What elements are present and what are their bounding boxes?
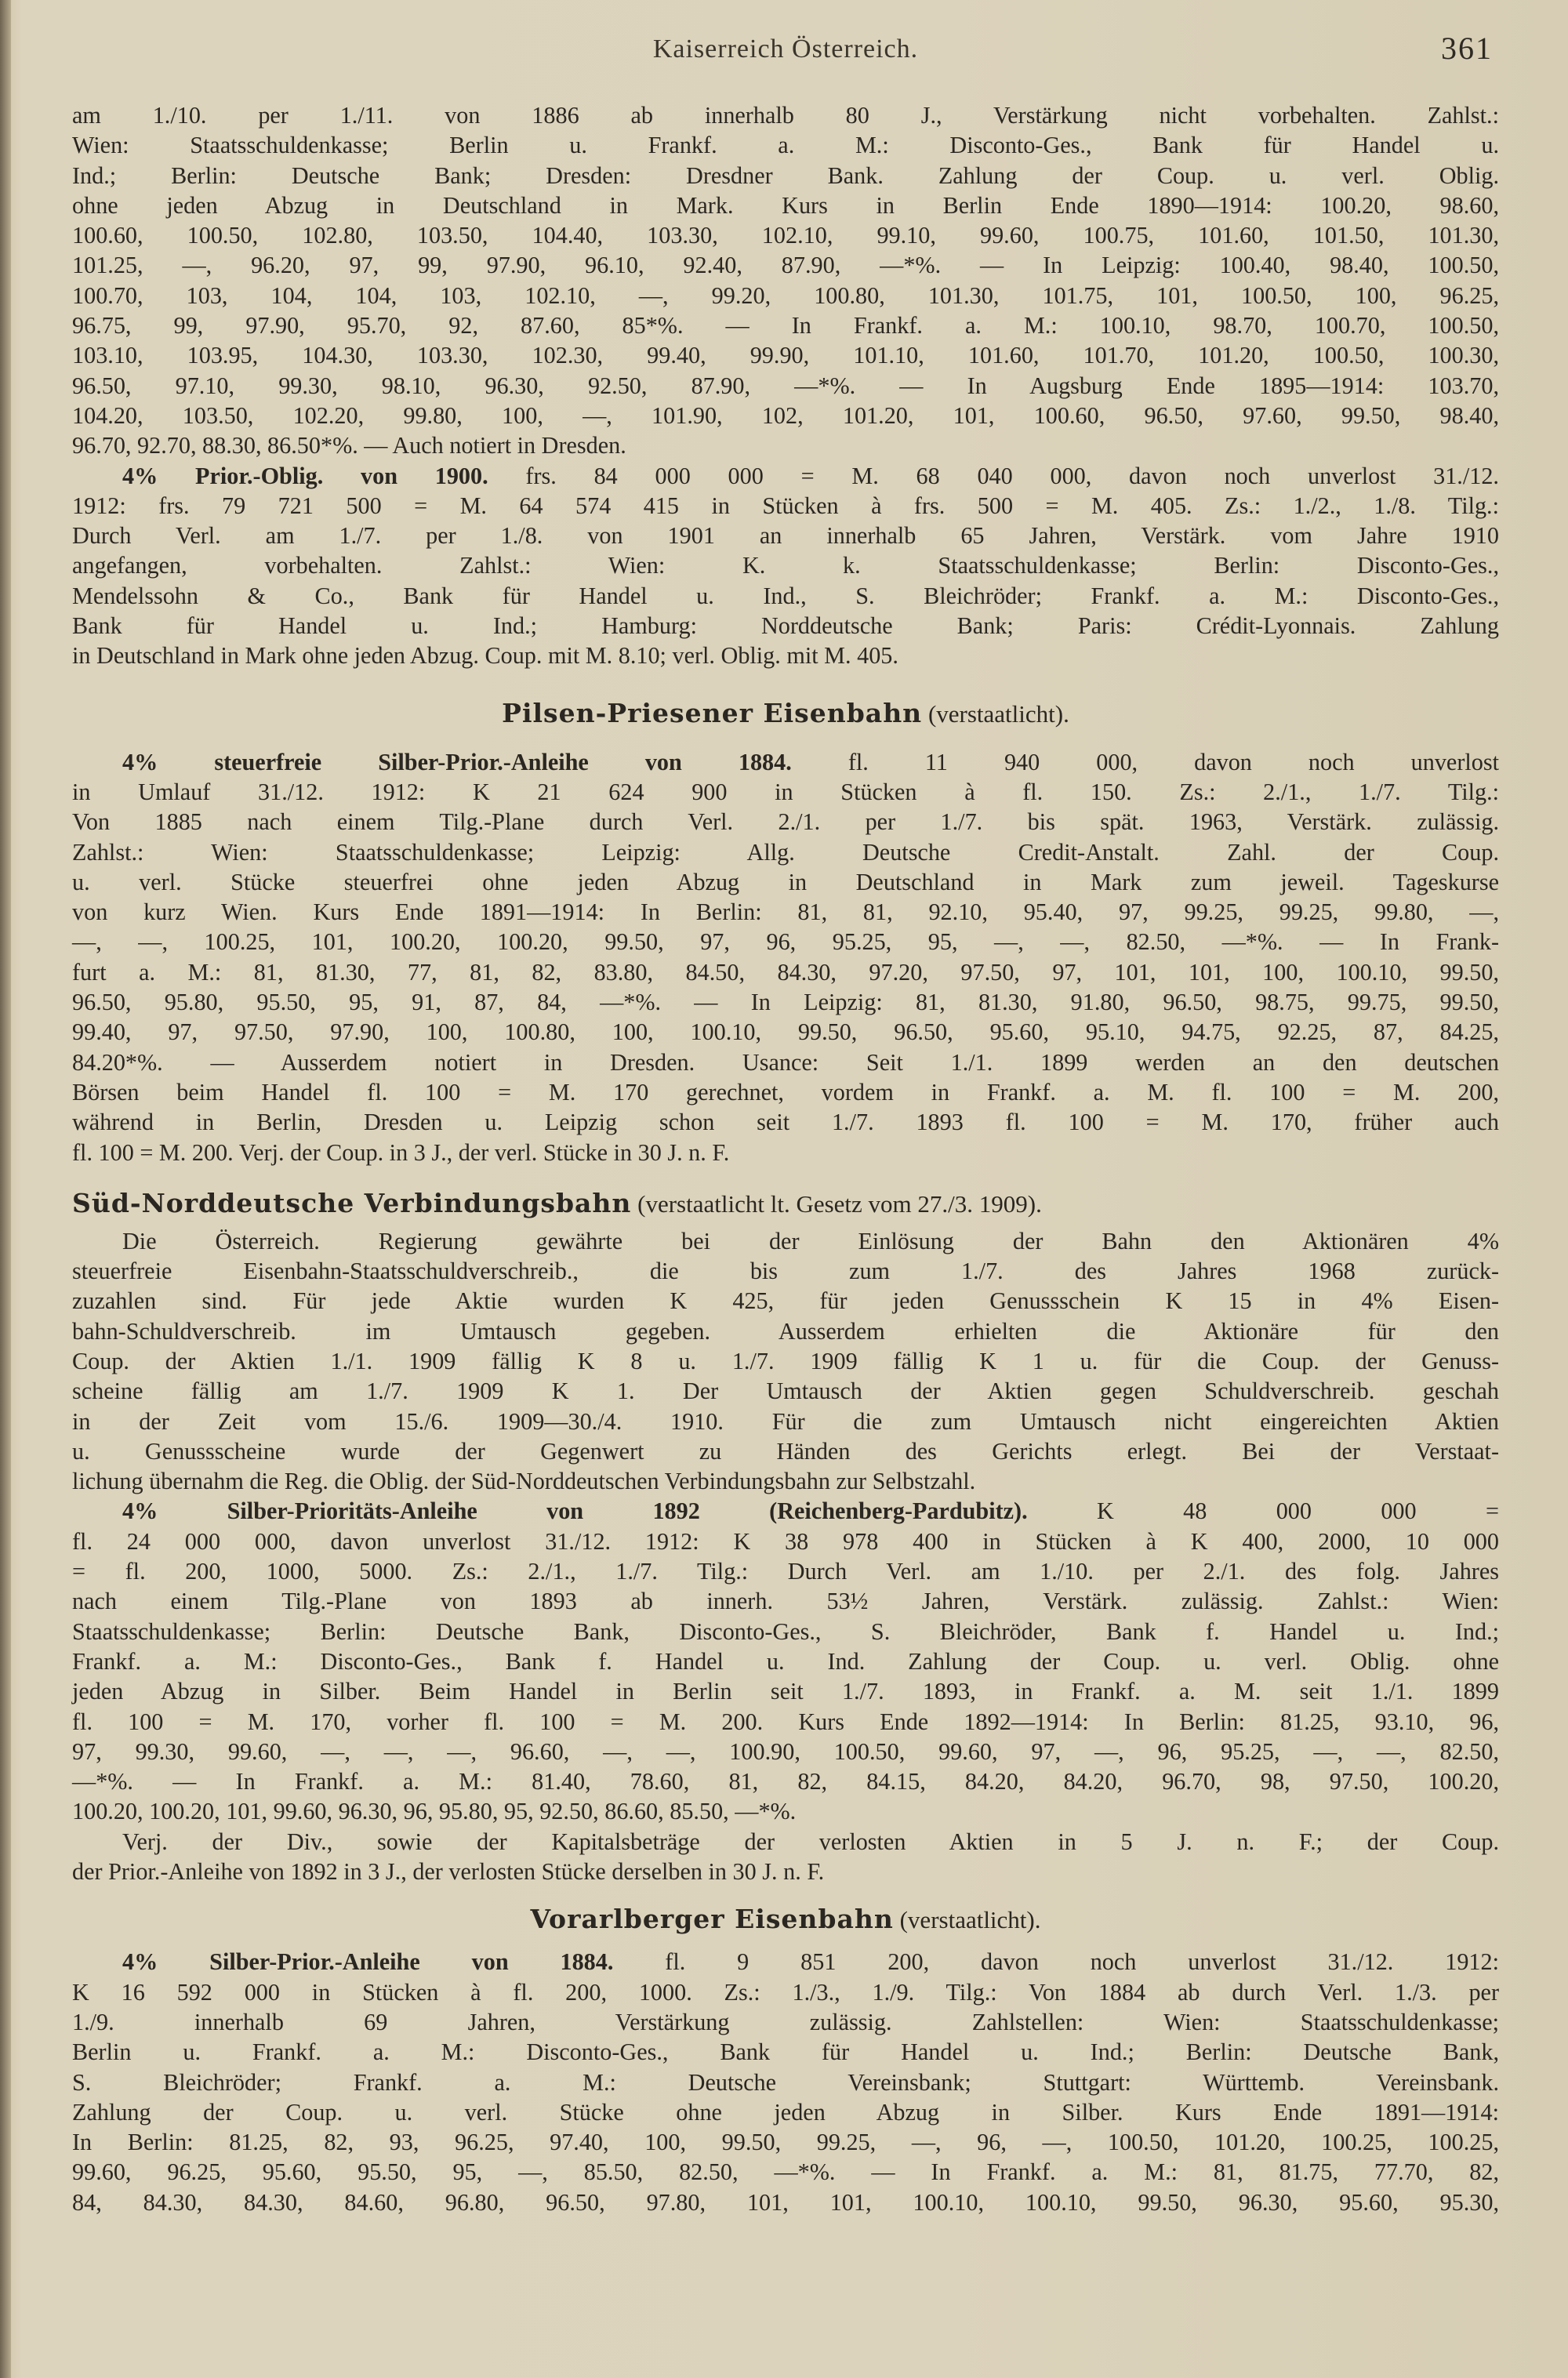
section-title: Süd-Norddeutsche Verbindungsbahn (72, 1187, 632, 1218)
text-line: —, —, 100.25, 101, 100.20, 100.20, 99.50, 97, 96, 95.25, 95, —, —, 82.50, —*%. — In Frank- (72, 928, 1499, 956)
text-line: jeden Abzug in Silber. Beim Handel in Berlin seit 1./7. 1893, in Frankf. a. M. seit 1./1. 1899 (72, 1678, 1499, 1705)
text-line: 99.60, 96.25, 95.60, 95.50, 95, —, 85.50, 82.50, —*%. — In Frankf. a. M.: 81, 81.75, 77.70, 82, (72, 2158, 1499, 2186)
text-line: Bank für Handel u. Ind.; Hamburg: Norddeutsche Bank; Paris: Crédit-Lyonnais. Zahlung (72, 612, 1499, 640)
text-line: 1./9. innerhalb 69 Jahren, Verstärkung zulässig. Zahlstellen: Wien: Staatsschuldenkasse; (72, 2008, 1499, 2035)
text-line: 97, 99.30, 99.60, —, —, —, 96.60, —, —, 100.90, 100.50, 99.60, 97, —, 96, 95.25, —, —, 82.50, (72, 1737, 1499, 1765)
body-text (72, 100, 1499, 2217)
text-line: Die Österreich. Regierung gewährte bei der Einlösung der Bahn den Aktionären 4% (122, 1227, 1499, 1254)
text-line: 84, 84.30, 84.30, 84.60, 96.80, 96.50, 97.80, 101, 101, 100.10, 100.10, 99.50, 96.30, 95.60, 95.30, (72, 2188, 1499, 2216)
text-line: fl. 100 = M. 200. Verj. der Coup. in 3 J., der verl. Stücke in 30 J. n. F. (72, 1138, 730, 1166)
section-pilsen (72, 747, 1499, 1167)
text-line: Wien: Staatsschuldenkasse; Berlin u. Frankf. a. M.: Disconto-Ges., Bank für Handel u. (72, 132, 1499, 159)
text-line: fl. 100 = M. 170, vorher fl. 100 = M. 200. Kurs Ende 1892—1914: In Berlin: 81.25, 93.10, 96, (72, 1708, 1499, 1735)
text-line: 84.20*%. — Ausserdem notiert in Dresden. Usance: Seit 1./1. 1899 werden an den deutschen (72, 1048, 1499, 1076)
section-heading-pilsen (72, 698, 1499, 730)
text-line: zuzahlen sind. Für jede Aktie wurden K 425, für jeden Genussschein K 15 in 4% Eisen- (72, 1287, 1499, 1315)
section-subtitle: (verstaatlicht lt. Gesetz vom 27./3. 1909). (631, 1189, 1042, 1218)
text-line: Zahlung der Coup. u. verl. Stücke ohne jeden Abzug in Silber. Kurs Ende 1891—1914: (72, 2098, 1499, 2126)
text-line: furt a. M.: 81, 81.30, 77, 81, 82, 83.80, 84.50, 84.30, 97.20, 97.50, 97, 101, 101, 100, 100.10, 99.50, (72, 958, 1499, 986)
text-line: Frankf. a. M.: Disconto-Ges., Bank f. Handel u. Ind. Zahlung der Coup. u. verl. Oblig. ohne (72, 1647, 1499, 1675)
text-line: Berlin u. Frankf. a. M.: Disconto-Ges., Bank für Handel u. Ind.; Berlin: Deutsche Bank, (72, 2039, 1499, 2066)
text-line: —*%. — In Frankf. a. M.: 81.40, 78.60, 81, 82, 84.15, 84.20, 84.20, 96.70, 98, 97.50, 100.20, (72, 1768, 1499, 1795)
text-line: S. Bleichröder; Frankf. a. M.: Deutsche Vereinsbank; Stuttgart: Württemb. Vereinsbank. (72, 2068, 1499, 2096)
text-line: der Prior.-Anleihe von 1892 in 3 J., der verlosten Stücke derselben in 30 J. n. F. (72, 1858, 825, 1886)
running-head (72, 0, 1499, 100)
text-line: Verj. der Div., sowie der Kapitalsbeträge der verlosten Aktien in 5 J. n. F.; der Coup. (122, 1828, 1499, 1855)
loan-first-line (72, 1947, 1499, 1977)
text-line: bahn-Schuldverschreib. im Umtausch gegeben. Ausserdem erhielten die Aktionäre für den (72, 1317, 1499, 1345)
text-line: K 16 592 000 in Stücken à fl. 200, 1000. Zs.: 1./3., 1./9. Tilg.: Von 1884 ab durch Verl. 1./3. per (72, 1978, 1499, 2006)
running-head-title: Kaiserreich Österreich. (652, 34, 919, 64)
section-heading-sued (72, 1188, 1499, 1220)
text-line: in Deutschland in Mark ohne jeden Abzug. Coup. mit M. 8.10; verl. Oblig. mit M. 405. (72, 642, 898, 670)
text-line: während in Berlin, Dresden u. Leipzig schon seit 1./7. 1893 fl. 100 = M. 170, früher auch (72, 1109, 1499, 1136)
loan-lead: 4% Silber-Prior.-Anleihe von 1884. (122, 1948, 614, 1976)
page-spine-shadow (0, 0, 11, 2378)
text-line: lichung übernahm die Reg. die Oblig. der Süd-Norddeutschen Verbindungsbahn zur Selbstzahl. (72, 1468, 976, 1495)
section-sued (72, 1226, 1499, 1887)
text-line: steuerfreie Eisenbahn-Staatsschuldverschreib., die bis zum 1./7. des Jahres 1968 zurück- (72, 1258, 1499, 1285)
text-line: 99.40, 97, 97.50, 97.90, 100, 100.80, 100, 100.10, 99.50, 96.50, 95.60, 95.10, 94.75, 92.25, 87, 84.25, (72, 1018, 1499, 1046)
loan-lead: 4% Silber-Prioritäts-Anleihe von 1892 (Reichenberg-Pardubitz). (122, 1498, 1028, 1525)
text-line: Ind.; Berlin: Deutsche Bank; Dresden: Dresdner Bank. Zahlung der Coup. u. verl. Oblig. (72, 162, 1499, 189)
text-line: 104.20, 103.50, 102.20, 99.80, 100, —, 101.90, 102, 101.20, 101, 100.60, 96.50, 97.60, 99.50, 98.40, (72, 401, 1499, 429)
text-line: 96.50, 97.10, 99.30, 98.10, 96.30, 92.50, 87.90, —*%. — In Augsburg Ende 1895—1914: 103.70, (72, 372, 1499, 399)
text-line: 103.10, 103.95, 104.30, 103.30, 102.30, 99.40, 99.90, 101.10, 101.60, 101.70, 101.20, 100.50, 100.30, (72, 342, 1499, 369)
text-line: scheine fällig am 1./7. 1909 K 1. Der Umtausch der Aktien gegen Schuldverschreib. geschah (72, 1378, 1499, 1405)
text-line: angefangen, vorbehalten. Zahlst.: Wien: K. k. Staatsschuldenkasse; Berlin: Disconto-Ges., (72, 552, 1499, 579)
text-line: Coup. der Aktien 1./1. 1909 fällig K 8 u. 1./7. 1909 fällig K 1 u. für die Coup. der Genuss- (72, 1347, 1499, 1374)
text-line: in Umlauf 31./12. 1912: K 21 624 900 in Stücken à fl. 150. Zs.: 2./1., 1./7. Tilg.: (72, 778, 1499, 805)
text-line: = fl. 200, 1000, 5000. Zs.: 2./1., 1./7. Tilg.: Durch Verl. am 1./10. per 2./1. des folg. Jahres (72, 1558, 1499, 1585)
text-line: In Berlin: 81.25, 82, 93, 96.25, 97.40, 100, 99.50, 99.25, —, 96, —, 100.50, 101.20, 100.25, 100.25, (72, 2129, 1499, 2156)
text-line: fl. 24 000 000, davon unverlost 31./12. 1912: K 38 978 400 in Stücken à K 400, 2000, 10 000 (72, 1527, 1499, 1555)
text-line: von kurz Wien. Kurs Ende 1891—1914: In Berlin: 81, 81, 92.10, 95.40, 97, 99.25, 99.25, 99.80, —, (72, 899, 1499, 926)
text-span: frs. 84 000 000 = M. 68 040 000, davon noch unverlost 31./12. (488, 462, 1499, 489)
text-line: am 1./10. per 1./11. von 1886 ab innerhalb 80 J., Verstärkung nicht vorbehalten. Zahlst.: (72, 102, 1499, 129)
section-subtitle: (verstaatlicht). (893, 1906, 1041, 1934)
section-title: Vorarlberger Eisenbahn (530, 1904, 894, 1935)
prior-oblig-first-line (72, 461, 1499, 491)
text-line: Mendelssohn & Co., Bank für Handel u. Ind., S. Bleichröder; Frankf. a. M.: Disconto-Ges., (72, 582, 1499, 609)
text-span: fl. 11 940 000, davon noch unverlost (791, 748, 1499, 775)
loan-first-line (72, 747, 1499, 777)
text-line: 100.20, 100.20, 101, 99.60, 96.30, 96, 95.80, 95, 92.50, 86.60, 85.50, —*%. (72, 1798, 797, 1825)
text-line: Staatsschuldenkasse; Berlin: Deutsche Bank, Disconto-Ges., S. Bleichröder, Bank f. Handel u. Ind.; (72, 1617, 1499, 1645)
prior-oblig-lead: 4% Prior.-Oblig. von 1900. (122, 462, 488, 489)
text-line: 96.75, 99, 97.90, 95.70, 92, 87.60, 85*%. — In Frankf. a. M.: 100.10, 98.70, 100.70, 100.50, (72, 312, 1499, 339)
text-line: 100.70, 103, 104, 104, 103, 102.10, —, 99.20, 100.80, 101.30, 101.75, 101, 100.50, 100, 96.25, (72, 281, 1499, 309)
text-line: 96.70, 92.70, 88.30, 86.50*%. — Auch notiert in Dresden. (72, 432, 626, 459)
text-line: 96.50, 95.80, 95.50, 95, 91, 87, 84, —*%. — In Leipzig: 81, 81.30, 91.80, 96.50, 98.75, 99.75, 99.50, (72, 989, 1499, 1016)
page-number: 361 (1441, 31, 1493, 66)
section-heading-vorarlberg (72, 1904, 1499, 1936)
section-subtitle: (verstaatlicht). (922, 699, 1069, 728)
text-line: u. Genussscheine wurde der Gegenwert zu Händen des Gerichts erlegt. Bei der Verstaat- (72, 1437, 1499, 1465)
section-vorarlberg (72, 1947, 1499, 2217)
section-intro (72, 100, 1499, 671)
section-title: Pilsen-Priesener Eisenbahn (502, 697, 923, 728)
text-line: 1912: frs. 79 721 500 = M. 64 574 415 in Stücken à frs. 500 = M. 405. Zs.: 1./2., 1./8. Tilg.: (72, 492, 1499, 519)
loan-first-line (72, 1496, 1499, 1526)
loan-lead: 4% steuerfreie Silber-Prior.-Anleihe von 1884. (122, 748, 792, 775)
text-line: 100.60, 100.50, 102.80, 103.50, 104.40, 103.30, 102.10, 99.10, 99.60, 100.75, 101.60, 101.50, 101.30, (72, 222, 1499, 249)
text-line: u. verl. Stücke steuerfrei ohne jeden Abzug in Deutschland in Mark zum jeweil. Tageskurse (72, 868, 1499, 895)
text-line: Börsen beim Handel fl. 100 = M. 170 gerechnet, vordem in Frankf. a. M. fl. 100 = M. 200, (72, 1078, 1499, 1105)
text-line: in der Zeit vom 15./6. 1909—30./4. 1910. Für die zum Umtausch nicht eingereichten Aktien (72, 1407, 1499, 1435)
text-span: K 48 000 000 = (1027, 1498, 1499, 1525)
text-line: ohne jeden Abzug in Deutschland in Mark. Kurs in Berlin Ende 1890—1914: 100.20, 98.60, (72, 191, 1499, 219)
text-line: nach einem Tilg.-Plane von 1893 ab innerh. 53½ Jahren, Verstärk. zulässig. Zahlst.: Wien: (72, 1588, 1499, 1615)
text-span: fl. 9 851 200, davon noch unverlost 31./12. 1912: (613, 1948, 1499, 1976)
text-line: 101.25, —, 96.20, 97, 99, 97.90, 96.10, 92.40, 87.90, —*%. — In Leipzig: 100.40, 98.40, 100.50, (72, 252, 1499, 279)
text-line: Durch Verl. am 1./7. per 1./8. von 1901 an innerhalb 65 Jahren, Verstärk. vom Jahre 1910 (72, 522, 1499, 550)
text-line: Zahlst.: Wien: Staatsschuldenkasse; Leipzig: Allg. Deutsche Credit-Anstalt. Zahl. der Coup. (72, 838, 1499, 866)
text-line: Von 1885 nach einem Tilg.-Plane durch Verl. 2./1. per 1./7. bis spät. 1963, Verstärk. zulässig. (72, 808, 1499, 836)
